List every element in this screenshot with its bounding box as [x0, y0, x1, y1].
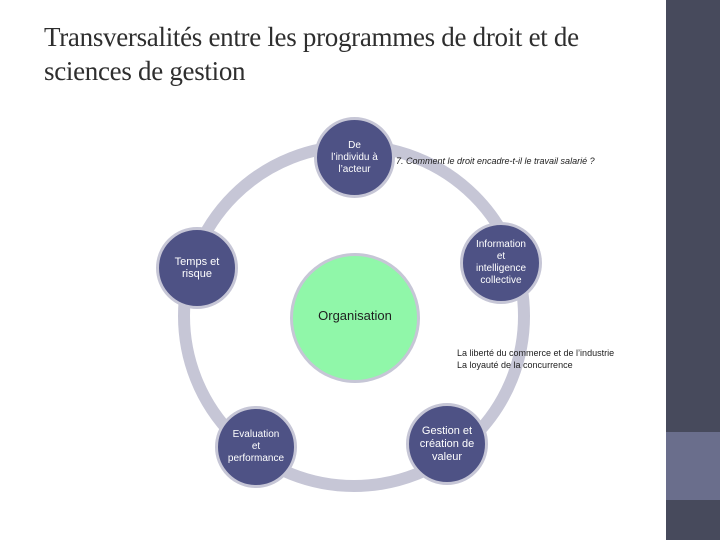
- note-liberte-commerce: La liberté du commerce et de l’industrie: [457, 348, 615, 358]
- center-node-label: Organisation: [318, 307, 392, 323]
- node-information-intelligence: [460, 222, 542, 304]
- note-loyaute-concurrence: La loyauté de la concurrence: [457, 360, 573, 370]
- node-information-intelligence-label: Information et intelligence collective: [475, 239, 527, 286]
- node-temps-risque: [156, 227, 238, 309]
- node-individu-acteur-label: De l’individu à l’acteur: [331, 139, 378, 175]
- node-gestion-valeur-label: Gestion et création de valeur: [419, 424, 475, 463]
- node-evaluation-performance: [215, 406, 297, 488]
- center-node-organisation: [290, 253, 420, 383]
- node-temps-risque-label: Temps et risque: [174, 256, 220, 280]
- node-individu-acteur: [314, 117, 395, 198]
- node-gestion-valeur: [406, 403, 488, 485]
- node-evaluation-performance-label: Evaluation et performance: [227, 429, 285, 464]
- note-droit-travail-salarie: 7. Comment le droit encadre-t-il le travail salarié ?: [396, 156, 595, 166]
- slide-title: Transversalités entre les programmes de droit et de sciences de gestion: [44, 22, 579, 86]
